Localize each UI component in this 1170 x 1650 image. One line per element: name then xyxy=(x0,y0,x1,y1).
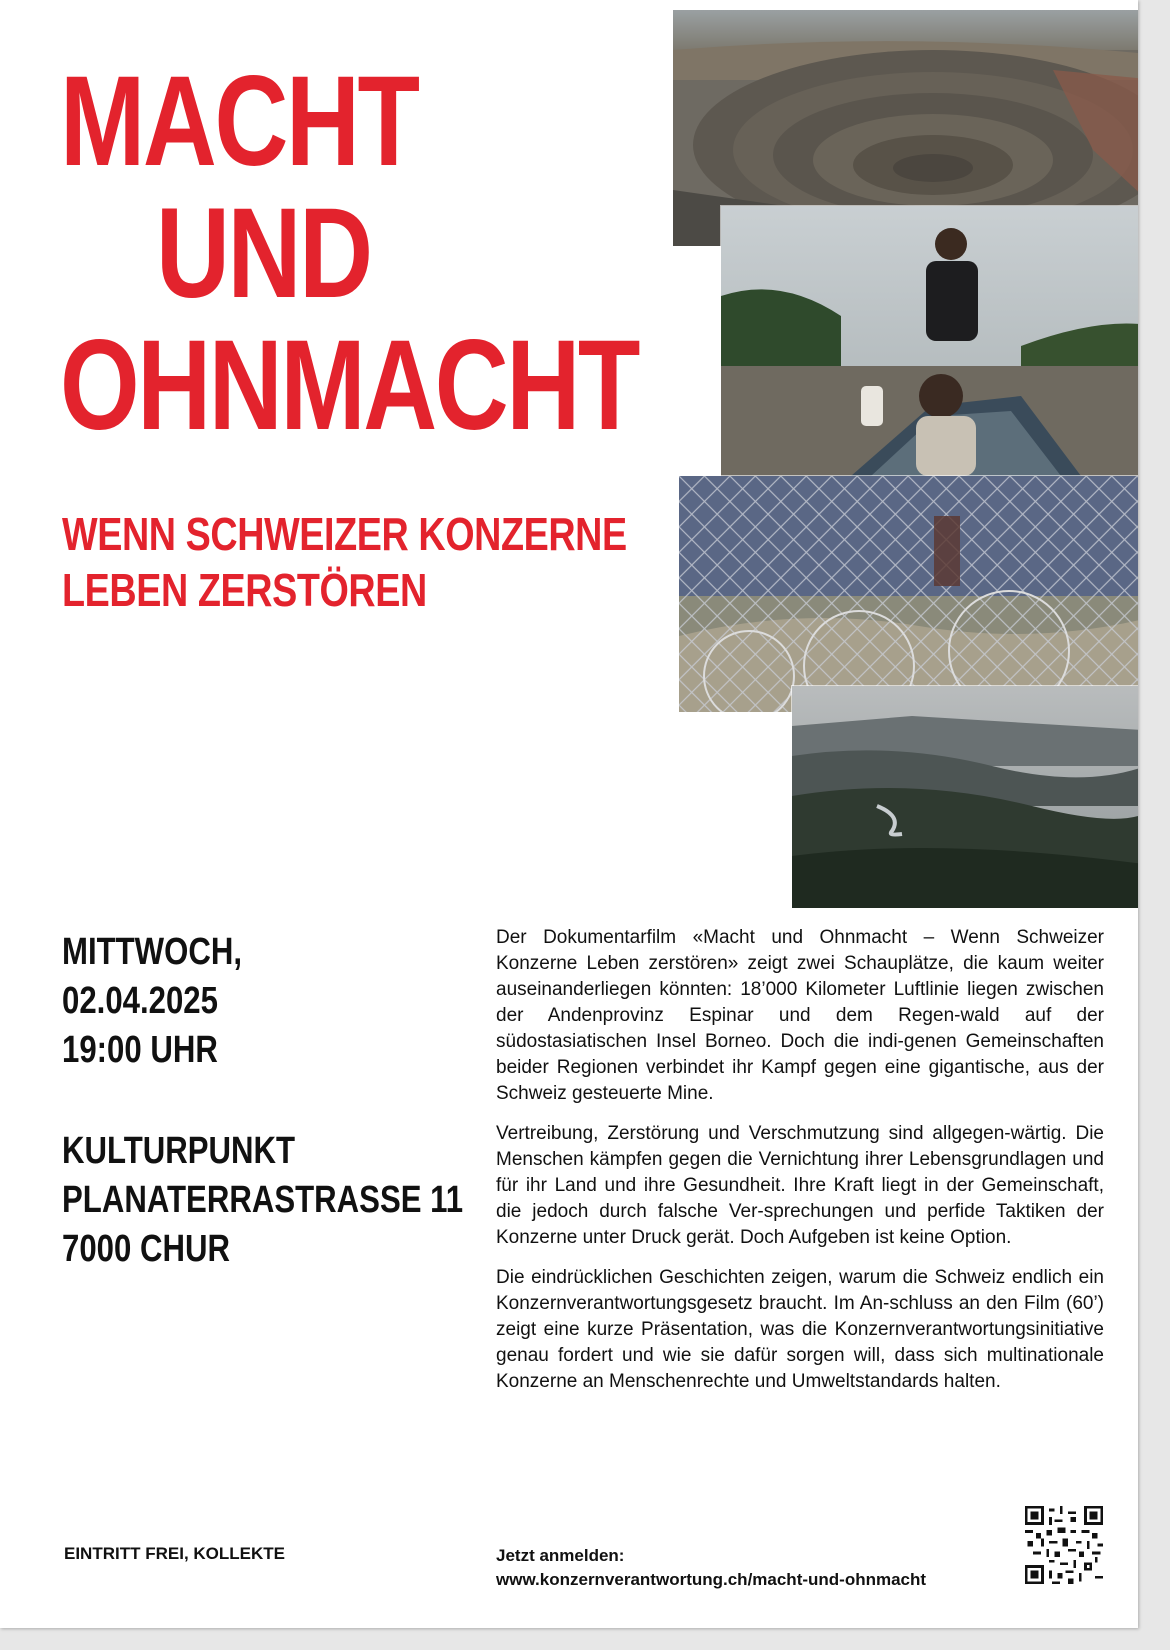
description-paragraph-3: Die eindrücklichen Geschichten zeigen, warum die Schweiz endlich ein Konzernverantwortungsgesetz braucht. Im An-schluss an den Film (60’) zeigt eine kurze Präsentation, was die Konzernverantwortungsinitiative genau fordert und wie sie dafür sorgen will, dass sich multinationale Konzerne an Menschenrechte und Umweltstandards halten. xyxy=(496,1267,1104,1392)
venue-street: PLANATERRASTRASSE 11 xyxy=(62,1179,464,1221)
qr-code-icon[interactable] xyxy=(1025,1506,1103,1584)
subtitle-line-2: LEBEN ZERSTÖREN xyxy=(62,564,427,616)
title-line-1: MACHT xyxy=(60,50,418,193)
poster-title xyxy=(60,50,639,457)
subtitle-line-1: WENN SCHWEIZER KONZERNE xyxy=(62,508,627,560)
description-paragraph-2: Vertreibung, Zerstörung und Verschmutzung sind allgegen-wärtig. Die Menschen kämpfen gegen die Vernichtung ihrer Lebensgrundlagen und für ihr Land und ihre Gesundheit. Ihre Kraft liegt in der Gemeinschaft, die jedoch durch falsche Ver-sprechungen und perfide Taktiken der Konzerne unter Druck gerät. Doch Aufgeben ist keine Option. xyxy=(496,1123,1104,1248)
entry-info: EINTRITT FREI, KOLLEKTE xyxy=(64,1544,285,1563)
description-paragraph-1: Der Dokumentarfilm «Macht und Ohnmacht – Wenn Schweizer Konzerne Leben zerstören» zeigt zwei Schauplätze, die kaum weiter auseinanderliegen könnten: 18’000 Kilometer Luftlinie liegen zwischen der Andenprovinz Espinar und dem Regen-wald auf der südostasiatischen Insel Borneo. Doch die indi-genen Gemeinschaften beider Regionen verbindet ihr Kampf gegen eine gigantische, aus der Schweiz gesteuerte Mine. xyxy=(496,927,1104,1104)
poster-subtitle xyxy=(62,506,627,618)
signup-info xyxy=(496,1544,926,1592)
signup-label: Jetzt anmelden: xyxy=(496,1546,625,1565)
venue-city: 7000 CHUR xyxy=(62,1228,230,1270)
title-line-2: UND xyxy=(156,182,371,325)
event-day: MITTWOCH, xyxy=(62,931,243,973)
rainforest-valley-photo xyxy=(792,686,1138,908)
event-time: 19:00 UHR xyxy=(62,1029,218,1071)
event-date: 02.04.2025 xyxy=(62,980,218,1022)
signup-link[interactable]: www.konzernverantwortung.ch/macht-und-ohnmacht xyxy=(496,1570,927,1589)
film-description xyxy=(496,925,1104,1409)
venue-name: KULTURPUNKT xyxy=(62,1130,296,1172)
river-boat-photo xyxy=(721,206,1138,476)
barbed-wire-fence-photo xyxy=(679,476,1138,712)
title-line-3: OHNMACHT xyxy=(60,314,639,457)
event-datetime xyxy=(62,928,242,1075)
event-venue xyxy=(62,1127,463,1274)
